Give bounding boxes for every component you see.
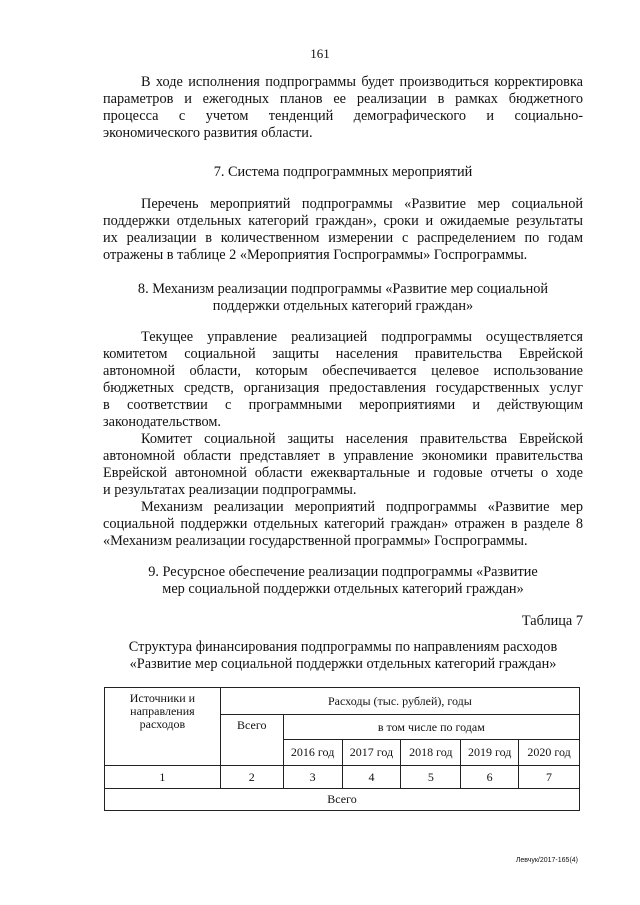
financing-table [104,687,580,811]
heading-line: мер социальной поддержки отдельных категорий граждан» [162,581,524,597]
text-line: законодательством. [103,414,221,430]
heading-line: 8. Механизм реализации подпрограммы «Развитие мер социальной [137,281,549,297]
text-line: экономического развития области. [103,125,313,141]
header-total: Всего [220,715,283,766]
text-line: Еврейской автономной области ежеквартальные и годовые отчеты о ходе [103,465,583,481]
section-heading-7: 7. Система подпрограммных мероприятий [213,164,473,180]
text-line: Механизм реализации мероприятий подпрограммы «Развитие мер [141,499,583,515]
header-year: 2017 год [342,740,401,766]
caption-line: «Развитие мер социальной поддержки отдельных категорий граждан» [129,656,557,672]
text-line: социальной поддержки отдельных категорий граждан» отражен в разделе 8 [103,516,583,532]
header-year: 2019 год [461,740,519,766]
text-line: автономной области, которым обеспечивается целевое использование [103,363,583,379]
paragraph-budget-adjustment [103,74,583,142]
paragraph-mechanism-reference [103,499,583,550]
text-line: поддержки отдельных категорий граждан», сроки и ожидаемые результаты [103,213,583,229]
paragraph-committee-reports [103,431,583,499]
text-line: Перечень мероприятий подпрограммы «Развитие мер социальной [141,196,583,212]
text-line: Текущее управление реализацией подпрограммы осуществляется [141,329,583,345]
document-code: Левчук/2017-165(4) [515,857,578,864]
header-expenses: Расходы (тыс. рублей), годы [220,688,579,715]
text-line: автономной области представляет в управление экономики правительства [103,448,583,464]
caption-line: Структура финансирования подпрограммы по направлениям расходов [128,639,558,655]
header-sources-directions: Источники и направления расходов [105,688,221,766]
column-number: 2 [220,766,283,789]
table-label: Таблица 7 [521,613,583,629]
header-by-years: в том числе по годам [283,715,579,740]
paragraph-current-management [103,329,583,431]
header-year: 2018 год [401,740,461,766]
section-heading-8 [103,281,583,315]
section-heading-9 [103,564,583,598]
text-line: параметров и ежегодных планов ее реализации в рамках бюджетного [103,91,583,107]
column-number: 1 [105,766,221,789]
text-line: процесса с учетом тенденций демографического и социально- [103,108,583,124]
column-number: 3 [283,766,342,789]
column-number: 5 [401,766,461,789]
text-line: бюджетных средств, организация предоставления государственных услуг [103,380,583,396]
text-line: и результатах реализации подпрограммы. [103,482,357,498]
text-line: Комитет социальной защиты населения правительства Еврейской [141,431,583,447]
text-line: комитетом социальной защиты населения правительства Еврейской [103,346,583,362]
text-line: их реализации в количественном измерении с распределением по годам [103,230,583,246]
table-row-total: Всего [105,789,580,811]
column-number: 7 [519,766,580,789]
page-number: 161 [310,46,330,61]
header-year: 2016 год [283,740,342,766]
column-number: 6 [461,766,519,789]
heading-line: 9. Ресурсное обеспечение реализации подпрограммы «Развитие [148,564,538,580]
text-line: «Механизм реализации государственной программы» Госпрограммы. [103,533,528,549]
table-caption [103,639,583,673]
text-line: В ходе исполнения подпрограммы будет производиться корректировка [141,74,583,90]
heading-line: поддержки отдельных категорий граждан» [212,298,474,314]
paragraph-activities-list [103,196,583,264]
text-line: отражены в таблице 2 «Мероприятия Госпрограммы» Госпрограммы. [103,247,528,263]
text-line: в соответствии с программными мероприятиями и действующим [103,397,583,413]
header-year: 2020 год [519,740,580,766]
column-number: 4 [342,766,401,789]
